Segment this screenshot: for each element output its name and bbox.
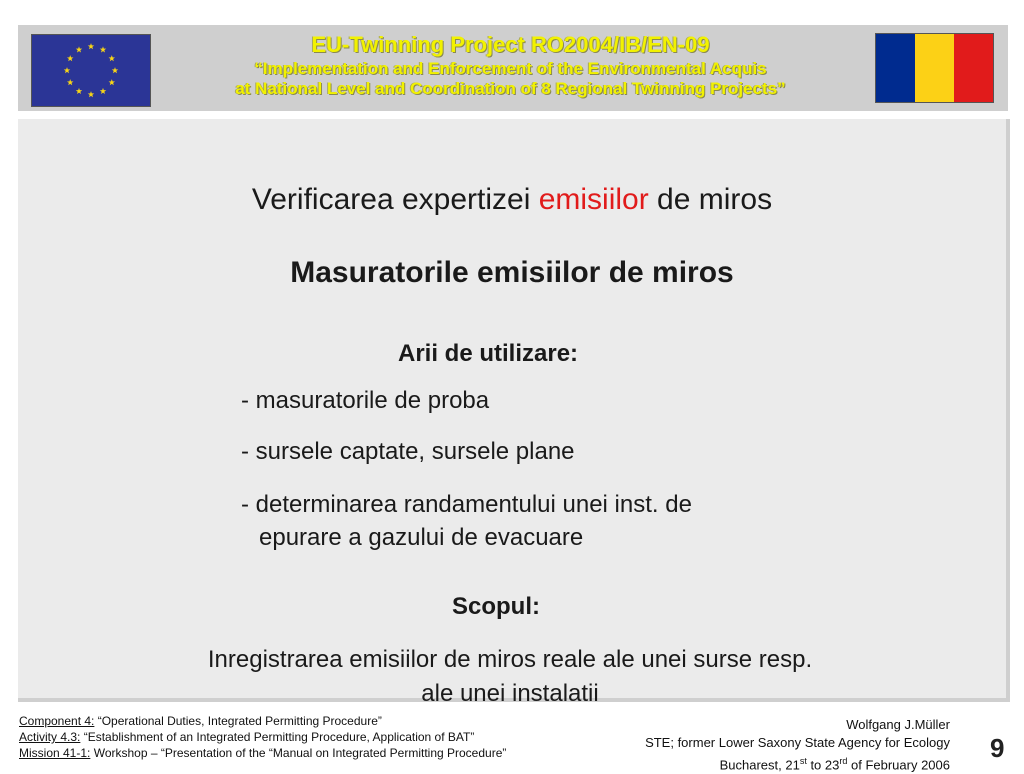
eu-flag-icon: [31, 34, 151, 107]
title-part2: de miros: [648, 183, 773, 216]
purpose-line1: Inregistrarea emisiilor de miros reale ale unei surse resp.: [207, 646, 813, 673]
header-band: [18, 25, 1008, 111]
date-sup2: rd: [839, 756, 848, 766]
eu-star-icon: [67, 79, 73, 85]
list-item-text: - masuratorile de proba: [241, 387, 490, 414]
date-prefix: Bucharest, 21: [719, 757, 800, 773]
project-subtitle-line2: at National Level and Coordination of 8 Regional Twinning Projects”: [235, 79, 786, 98]
eu-star-icon: [64, 67, 70, 73]
areas-list: [241, 386, 692, 575]
slide-subtitle: Masuratorile emisiilor de miros: [290, 256, 734, 289]
author-name: Wolfgang J.Müller: [846, 717, 950, 732]
date-sup1: st: [799, 756, 807, 766]
eu-star-icon: [76, 88, 82, 94]
eu-star-icon: [67, 55, 73, 61]
author-affiliation: STE; former Lower Saxony State Agency for Ecology: [645, 735, 950, 750]
component-label: Component 4:: [19, 714, 95, 728]
eu-stars: [32, 35, 150, 106]
footer-component: [19, 713, 506, 729]
eu-star-icon: [76, 46, 82, 52]
eu-star-icon: [88, 91, 94, 97]
list-item: [241, 437, 692, 467]
purpose-heading: Scopul:: [452, 593, 540, 620]
eu-star-icon: [109, 55, 115, 61]
mission-label: Mission 41-1:: [19, 746, 91, 760]
activity-text: “Establishment of an Integrated Permitting Procedure, Application of BAT”: [80, 730, 475, 744]
ro-flag-yellow: [915, 34, 954, 102]
eu-star-icon: [88, 43, 94, 49]
footer-mission: [19, 745, 506, 761]
eu-star-icon: [100, 46, 106, 52]
slide-title: [0, 183, 1024, 217]
event-date: [645, 752, 950, 774]
title-part1: Verificarea expertizei: [251, 183, 539, 216]
footer-right: [645, 716, 950, 774]
purpose-text: [0, 643, 1020, 711]
purpose-line2: ale unei instalatii: [421, 680, 599, 707]
page-number: 9: [990, 733, 1005, 763]
project-subtitle-line1: “Implementation and Enforcement of the Environmental Acquis: [254, 59, 767, 78]
project-header-text: [153, 31, 868, 99]
footer-left: [19, 713, 506, 761]
mission-text: Workshop – “Presentation of the “Manual on Integrated Permitting Procedure”: [90, 746, 507, 760]
title-highlight: emisiilor: [538, 183, 649, 216]
areas-heading: Arii de utilizare:: [398, 340, 579, 367]
date-suffix: of February 2006: [847, 757, 950, 773]
romania-flag-icon: [875, 33, 994, 103]
list-item-text: - sursele captate, sursele plane: [241, 438, 575, 465]
list-item: [241, 488, 692, 554]
ro-flag-blue: [876, 34, 915, 102]
eu-star-icon: [112, 67, 118, 73]
eu-star-icon: [100, 88, 106, 94]
component-text: “Operational Duties, Integrated Permitting Procedure”: [94, 714, 382, 728]
eu-star-icon: [109, 79, 115, 85]
list-item-text: - determinarea randamentului unei inst. de: [241, 491, 692, 518]
list-item: [241, 386, 692, 416]
list-item-continuation: epurare a gazului de evacuare: [259, 524, 584, 551]
ro-flag-red: [954, 34, 993, 102]
footer-activity: [19, 729, 506, 745]
date-mid: to 23: [806, 757, 840, 773]
activity-label: Activity 4.3:: [19, 730, 81, 744]
project-title: EU-Twinning Project RO2004/IB/EN-09: [311, 32, 710, 57]
